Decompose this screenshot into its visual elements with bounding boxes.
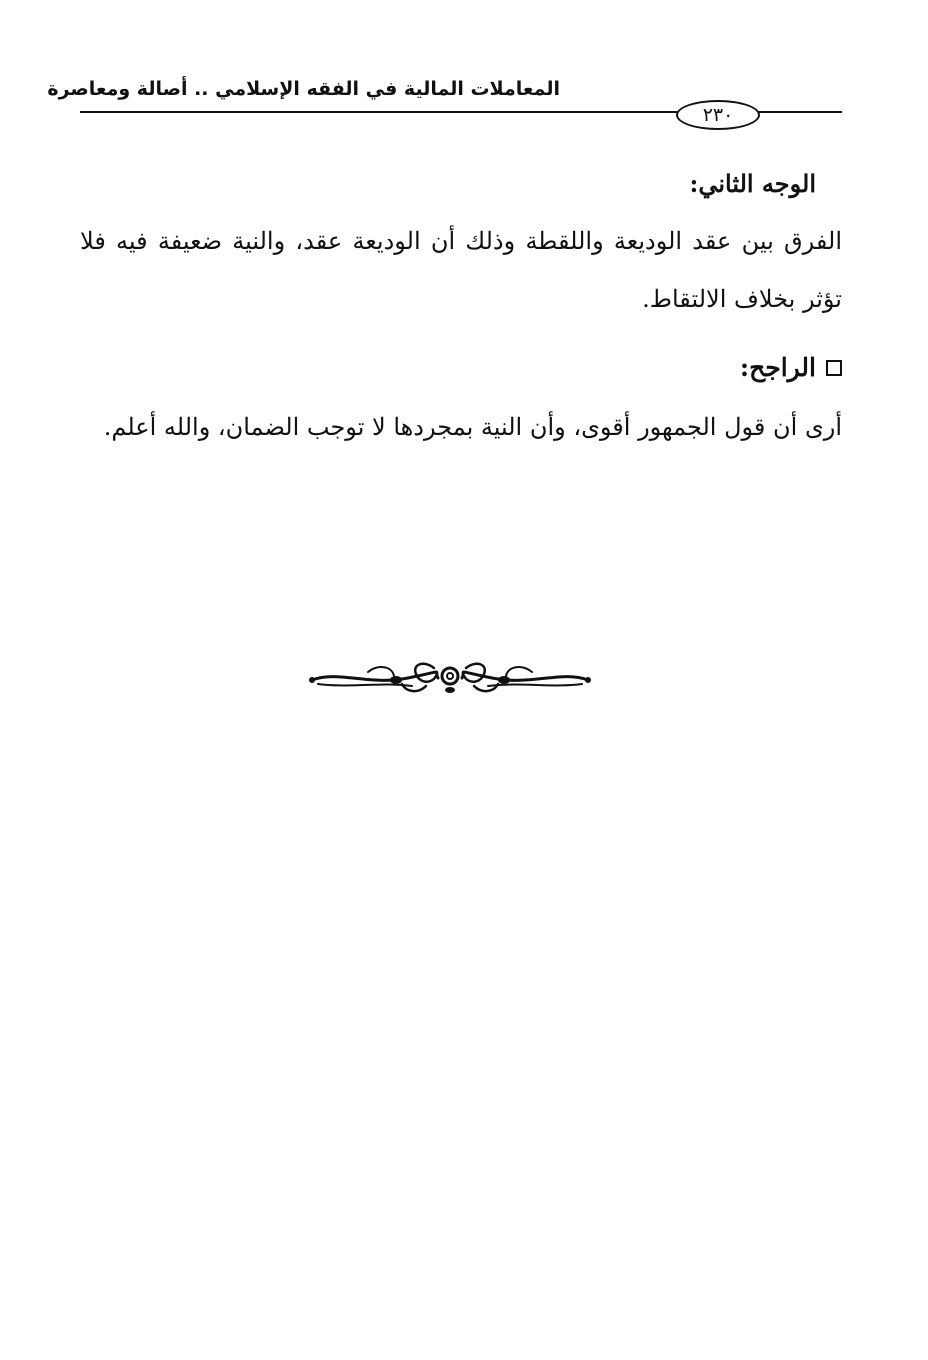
ornamental-divider-icon [308,656,592,700]
running-header [47,72,842,132]
page-number: ٢٣٠ [676,100,760,130]
book-title: المعاملات المالية في الفقه الإسلامي .. أصالة ومعاصرة [47,78,560,100]
preferred-heading [740,346,842,390]
preferred-paragraph: أرى أن قول الجمهور أقوى، وأن النية بمجردها لا توجب الضمان، والله أعلم. [103,413,842,441]
preferred-heading-label: الراجح: [739,353,816,382]
square-bullet-icon [826,360,842,376]
second-aspect-paragraph: الفرق بين عقد الوديعة واللقطة وذلك أن الوديعة عقد، والنية ضعيفة فيه فلا تؤثر بخلاف الالتقاط. [80,227,842,313]
second-aspect-heading: الوجه الثاني: [689,169,816,198]
